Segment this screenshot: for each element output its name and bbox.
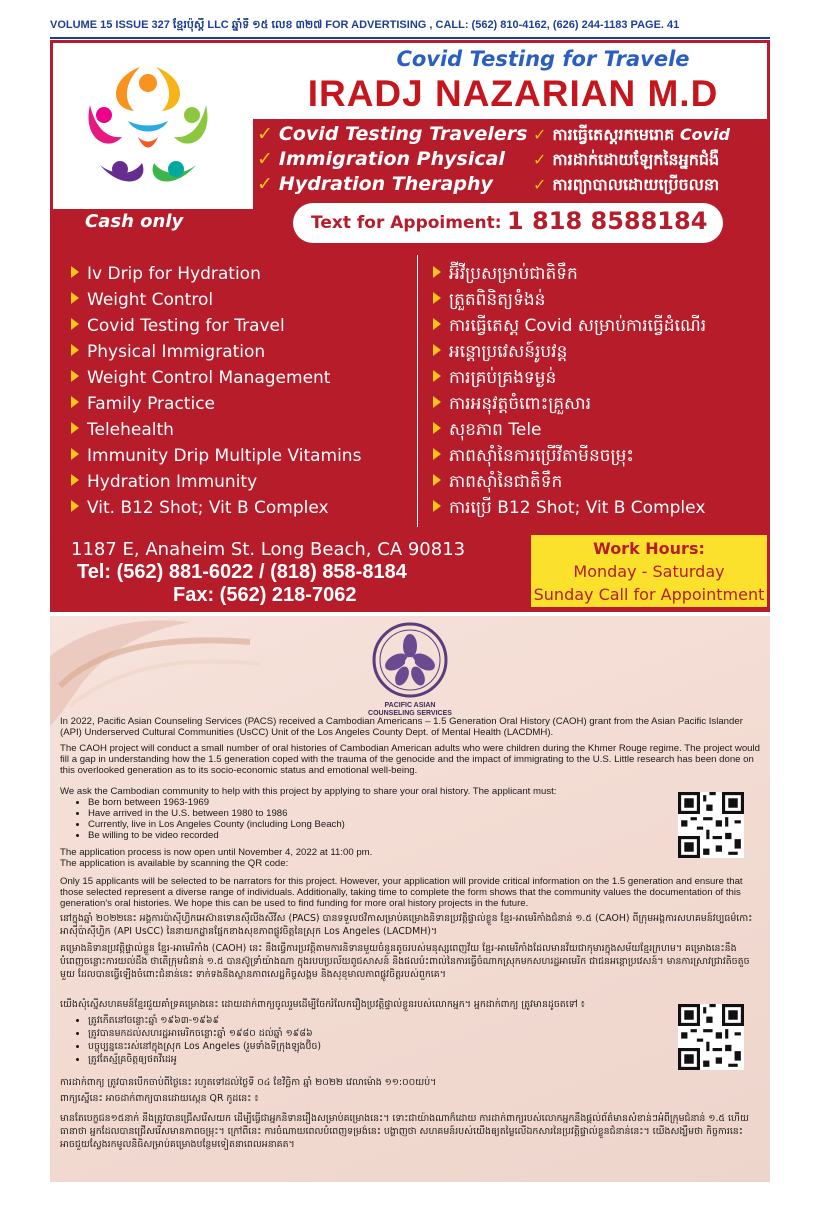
header-rule (50, 37, 770, 39)
ad-top-title: Covid Testing for Travele (396, 47, 690, 71)
triangle-bullet-icon (71, 292, 79, 304)
list-item: Family Practice (71, 391, 361, 417)
list-item: • បច្ចុប្បន្ននេះរស់នៅក្នុងស្រុក Los Angeles (រួមទាំងទីក្រុងឡុងប៊ិច) (88, 1040, 620, 1053)
triangle-bullet-icon (433, 448, 441, 460)
triangle-bullet-icon (71, 318, 79, 330)
top-service-2: ✓ Immigration Physical (257, 148, 505, 170)
triangle-bullet-icon (433, 318, 441, 330)
triangle-bullet-icon (71, 266, 79, 278)
top-service-km-2: ✓ ការដាក់ដោយឡែកនៃអ្នកជំងឺ (533, 150, 720, 169)
article-paragraph-6: Only 15 applicants will be selected to be narrators for this project. However, your application will provide critical information on the 1.5 generation and ensure that those selected represent a diverse range of individuals. Additionally, taking time to complete the form shows that the community values the documentation of this generation's oral histories. We hope this can be used to find funding for more oral history projects in the future. (60, 876, 743, 909)
page-header: VOLUME 15 ISSUE 327 ខ្មែរប៉ុស្តិ៍ LLC ឆ្នាំទី ១៥ លេខ ៣២៧ FOR ADVERTISING , CALL: (562) 810-4162, (626) 244-1183 PAGE. 41 (50, 19, 680, 31)
article-paragraph-5: The application is available by scanning the QR code: (60, 858, 289, 869)
services-list-km (433, 261, 706, 521)
triangle-bullet-icon (71, 344, 79, 356)
triangle-bullet-icon (433, 370, 441, 382)
work-hours-title: Work Hours: (593, 539, 705, 558)
qr-code-icon[interactable] (678, 792, 744, 858)
list-item: Physical Immigration (71, 339, 361, 365)
triangle-bullet-icon (71, 370, 79, 382)
cash-only-label: Cash only (85, 211, 184, 232)
top-service-km-1: ✓ ការធ្វើតេស្តរកមេរោគ Covid (533, 125, 730, 144)
list-item: ការគ្រប់គ្រងទម្ងន់ (433, 365, 706, 391)
list-item: Immunity Drip Multiple Vitamins (71, 443, 361, 469)
triangle-bullet-icon (71, 500, 79, 512)
article-paragraph-4: The application process is now open until November 4, 2022 at 11:00 pm. (60, 847, 373, 858)
list-item: អ៊ីវីប្រសម្រាប់ជាតិទឹក (433, 261, 706, 287)
article-paragraph-3: We ask the Cambodian community to help with this project by applying to share your oral history. The applicant must: (60, 786, 557, 797)
list-item: • Be born between 1963-1969 (88, 797, 560, 808)
work-hours-days: Monday - Saturday (573, 562, 725, 581)
check-icon: ✓ (533, 125, 547, 144)
list-item: ការអនុវត្តចំពោះគ្រួសារ (433, 391, 706, 417)
triangle-bullet-icon (71, 396, 79, 408)
list-item: • Have arrived in the U.S. between 1980 to 1986 (88, 808, 560, 819)
list-item: Vit. B12 Shot; Vit B Complex (71, 495, 361, 521)
triangle-bullet-icon (433, 266, 441, 278)
clinic-address: 1187 E, Anaheim St. Long Beach, CA 90813 (71, 539, 466, 560)
list-item: Hydration Immunity (71, 469, 361, 495)
criteria-list (60, 797, 560, 841)
list-item: សុខភាព Tele (433, 417, 706, 443)
top-service-1: ✓ Covid Testing Travelers (257, 123, 528, 145)
list-item: Iv Drip for Hydration (71, 261, 361, 287)
article-paragraph-1: In 2022, Pacific Asian Counseling Services (PACS) received a Cambodian Americans – 1.5 Generation Oral History (CAOH) grant from the Asian Pacific Islander (API) Underserved Cultural Communities (UsCC) Unit of the Los Angeles County Dept. of Mental Health (LACDMH). (60, 716, 743, 738)
list-item: Weight Control (71, 287, 361, 313)
column-divider (417, 255, 418, 527)
clinic-logo-icon (73, 51, 223, 201)
list-item: • ត្រូវបានមកដល់សហរដ្ឋអាមេរិកចន្លោះឆ្នាំ ១៩៨០ ដល់ឆ្នាំ ១៩៨៦ (88, 1027, 620, 1040)
work-hours-sunday: Sunday Call for Appointment (533, 585, 765, 604)
list-item: Weight Control Management (71, 365, 361, 391)
article-paragraph-2: The CAOH project will conduct a small number of oral histories of Cambodian American adults who were children during the Khmer Rouge regime. The project would fill a gap in understanding how the 1.5 generation coped with the trauma of the genocide and the impact of immigrating to the U.S. Little research has been done on this overlooked generation as to its socio-economic status and emotional well-being. (60, 743, 760, 776)
clinic-phone[interactable]: Tel: (562) 881-6022 / (818) 858-8184 (77, 561, 407, 583)
khmer-paragraph-4: ការដាក់ពាក្យ ត្រូវបានបើកចាប់ពីថ្ងៃនេះ រហូតទៅដល់ថ្ងៃទី ០៤ ខែវិច្ឆិកា ឆ្នាំ ២០២២ វេលាម៉ោង ១១:០០យប់។ (60, 1077, 437, 1088)
khmer-paragraph-6: មានតែបេក្ខជន១៥នាក់ នឹងត្រូវបានជ្រើសរើសយក ដើម្បីធ្វើជាអ្នកនិទានរឿងសម្រាប់គម្រោងនេះ។ ទោះជាយ៉ាងណាក៏ដោយ ការដាក់ពាក្យរបស់លោកអ្នកនឹងផ្តល់ព័ត៌មានសំខាន់ៗអំពីក្រុមជំនាន់ ១.៥ ហើយធានាថា អ្នកដែលបានជ្រើសរើសមានភាពចម្រុះ។ ក្រៅពីនេះ ការចំណាយពេលបំពេញទម្រង់នេះ បង្ហាញថា សហគមន៍របស់យើងឲ្យតម្លៃលើឯកសារនៃប្រវត្តិផ្ទាល់ខ្លួនជំនាន់នេះ។ យើងសង្ឃឹមថា កិច្ចការនេះអាចជួយស្វែងរកមូលនិធិសម្រាប់គម្រោងបន្ថែមទៀតនាពេលអនាគត។ (60, 1113, 749, 1150)
khmer-criteria-list (60, 1014, 620, 1066)
pacs-logo-icon (370, 620, 450, 700)
list-item: ភាពស៊ាំនៃជាតិទឹក (433, 469, 706, 495)
khmer-paragraph-5: ពាក្យស្នើនេះ អាចដាក់ពាក្យបានដោយស្កេន QR កូដនេះ ៖ (60, 1093, 259, 1104)
check-icon: ✓ (533, 175, 547, 194)
top-service-km-3: ✓ ការព្យាបាលដោយប្រើចលនា (533, 175, 720, 194)
list-item: • Be willing to be video recorded (88, 830, 560, 841)
list-item: Covid Testing for Travel (71, 313, 361, 339)
list-item: • ត្រូវតែស្ម័គ្រចិត្តឲ្យថតវីដេអូ (88, 1053, 620, 1066)
triangle-bullet-icon (433, 344, 441, 356)
triangle-bullet-icon (71, 474, 79, 486)
list-item: • ត្រូវកើតនៅចន្លោះឆ្នាំ ១៩៦៣-១៩៦៩ (88, 1014, 620, 1027)
check-icon: ✓ (533, 150, 547, 169)
triangle-bullet-icon (71, 422, 79, 434)
triangle-bullet-icon (71, 448, 79, 460)
triangle-bullet-icon (433, 474, 441, 486)
appointment-label: Text for Appoiment: (311, 213, 502, 233)
check-icon: ✓ (257, 173, 273, 195)
doctor-name: IRADJ NAZARIAN M.D (307, 73, 719, 114)
top-service-3: ✓ Hydration Theraphy (257, 173, 493, 195)
khmer-paragraph-3: យើងសុំស្នើសហគមន៍ខ្មែរជួយគាំទ្រគម្រោងនេះ ដោយដាក់ពាក្យចូលរួមដើម្បីចែករំលែករឿងប្រវត្តិផ្ទាល់ខ្លួនរបស់លោកអ្នក។ អ្នកដាក់ពាក្យ ត្រូវមានដូចតទៅ ៖ (60, 999, 585, 1010)
qr-code-icon[interactable] (678, 1004, 744, 1070)
list-item: Telehealth (71, 417, 361, 443)
list-item: ត្រួតពិនិត្យទំងន់ (433, 287, 706, 313)
list-item: អន្តោប្រវេសន៍រូបវន្ត (433, 339, 706, 365)
clinic-advertisement (50, 40, 770, 612)
list-item: ការធ្វើតេស្ត Covid សម្រាប់ការធ្វើដំណើរ (433, 313, 706, 339)
services-list-en (71, 261, 361, 521)
clinic-fax: Fax: (562) 218-7062 (173, 584, 357, 606)
triangle-bullet-icon (433, 500, 441, 512)
pacs-notice (50, 616, 770, 1182)
triangle-bullet-icon (433, 422, 441, 434)
list-item: • Currently, live in Los Angeles County (including Long Beach) (88, 819, 560, 830)
list-item: ភាពស៊ាំនៃការប្រើវីតាមីនចម្រុះ (433, 443, 706, 469)
khmer-paragraph-1: នៅក្នុងឆ្នាំ ២០២២នេះ អង្គការប៉ាស៊ីហ្វិកអេស៊ានទោនស៊ីលីងសឺវីស (PACS) បានទទួលថវិកាសម្រាប់គម្រោងនិទានប្រវត្តិផ្ទាល់ខ្លួន ខ្មែរ-អាមេរិកាំងជំនាន់ ១.៥ (CAOH) ពីក្រុមអង្គការសហគមន៍វប្បធម៌កោះអាស៊ីប៉ាស៊ីហ្វិក (API UsCC) នៃនាយកដ្ឋានផ្នែកខាងសុខភាពផ្លូវចិត្តនៃស្រុក Los Angeles (LACDMH)។ (60, 913, 753, 937)
check-icon: ✓ (257, 123, 273, 145)
triangle-bullet-icon (433, 396, 441, 408)
pacs-org-name: PACIFIC ASIAN COUNSELING SERVICES (368, 702, 452, 717)
list-item: ការប្រើ B12 Shot; Vit B Complex (433, 495, 706, 521)
appointment-phone[interactable]: 1 818 8588184 (507, 207, 708, 235)
khmer-paragraph-2: គម្រោងនិទានប្រវត្តិផ្ទាល់ខ្លួន ខ្មែរ-អាមេរិកាំង (CAOH) នេះ នឹងធ្វើការប្រវត្តិតាមការនិទានមួយចំនួនតូចរបស់មនុស្សពេញវ័យ ខ្មែរ-អាមេរិកាំងដែលមានវ័យជាកុមារក្នុងសម័យខ្មែរក្រហម។ គម្រោងនេះនឹងបំពេញចន្លោះការយល់ដឹង ថាតើក្រុមជំនាន់ ១.៥ បានស៊ូទ្រាំយ៉ាងណា ក្នុងរបបប្រល័យពូជសាសន៍ និងផលប៉ះពាល់នៃការធ្វើចំណាកស្រុកមកសហរដ្ឋអាមេរិក ជាជនអន្តោប្រវេសន៍។ មានការស្រាវជ្រាវតិចតួចមួយ ដែលបានធ្វើឡើងចំពោះជំនាន់នេះ ទាក់ទងនឹងស្ថានភាពសេដ្ឋកិច្ចសង្គម និងសុខុមាលភាពផ្លូវចិត្តរបស់ពួកគេ។ (60, 943, 750, 980)
triangle-bullet-icon (433, 292, 441, 304)
check-icon: ✓ (257, 148, 273, 170)
